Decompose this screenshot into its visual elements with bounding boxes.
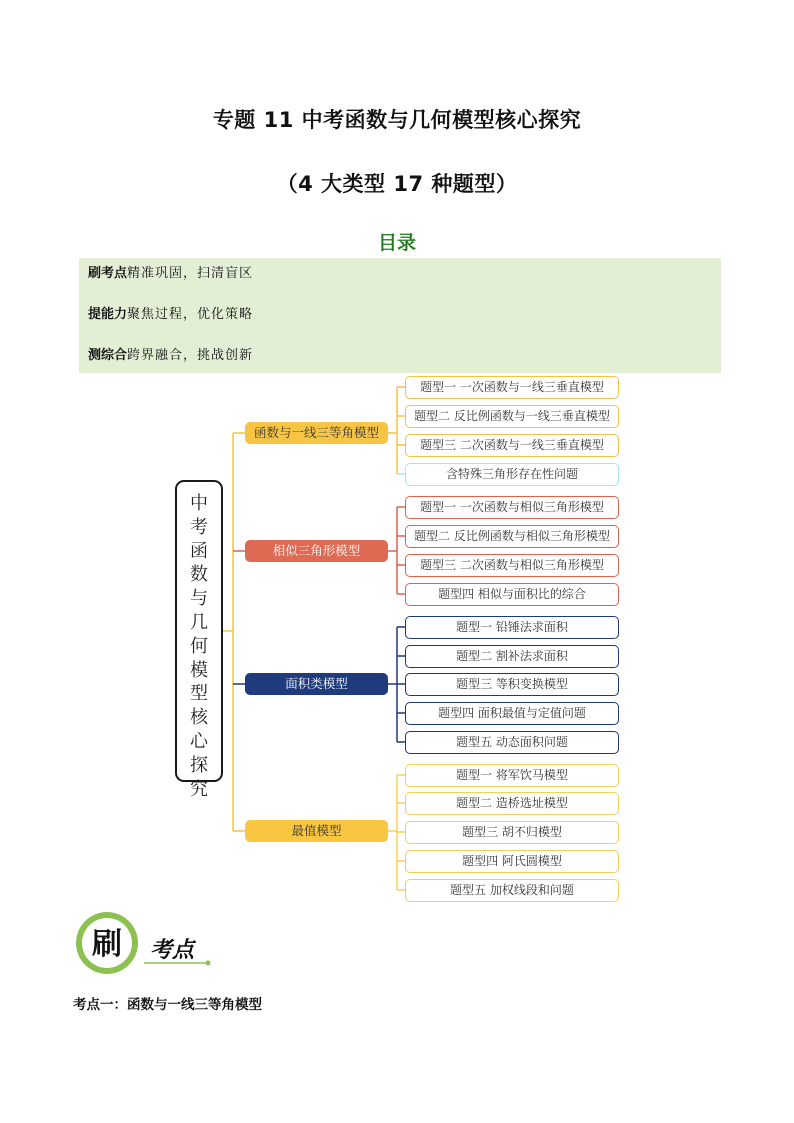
mindmap-root <box>175 480 223 800</box>
leaf-item: 题型三 胡不归模型 <box>405 821 619 844</box>
category-area: 面积类模型 <box>245 673 388 695</box>
badge-char: 刷 <box>92 927 122 962</box>
root-char: 考 <box>190 516 208 538</box>
leaf-item: 题型一 铅锤法求面积 <box>405 616 619 639</box>
leaf-item: 题型四 相似与面积比的综合 <box>405 583 619 606</box>
document-subtitle: （4 大类型 17 种题型） <box>276 172 518 196</box>
root-char: 探 <box>190 754 208 776</box>
toc-key: 测综合 <box>88 348 128 363</box>
leaf-item: 题型五 动态面积问题 <box>405 731 619 754</box>
category-extreme-value: 最值模型 <box>245 820 388 842</box>
toc-desc: 聚焦过程，优化策略 <box>127 307 254 322</box>
leaf-item: 题型二 造桥选址模型 <box>405 792 619 815</box>
leaf-item: 题型三 等积变换模型 <box>405 673 619 696</box>
category-function-yixian: 函数与一线三等角模型 <box>245 422 388 444</box>
leaf-item: 题型二 反比例函数与相似三角形模型 <box>405 525 619 548</box>
leaf-item: 题型三 二次函数与一线三垂直模型 <box>405 434 619 457</box>
root-char: 几 <box>190 611 208 633</box>
leaf-item: 题型五 加权线段和问题 <box>405 879 619 902</box>
leaf-item: 题型四 阿氏圆模型 <box>405 850 619 873</box>
root-char: 数 <box>190 564 208 586</box>
leaf-item: 题型一 一次函数与相似三角形模型 <box>405 496 619 519</box>
root-char: 模 <box>190 659 208 681</box>
leaf-item: 题型一 将军饮马模型 <box>405 764 619 787</box>
document-title: 专题 11 中考函数与几何模型核心探究 <box>212 108 582 132</box>
leaf-item: 题型二 割补法求面积 <box>405 645 619 668</box>
leaf-item: 含特殊三角形存在性问题 <box>405 463 619 486</box>
root-char: 心 <box>190 730 208 752</box>
root-char: 究 <box>190 778 208 800</box>
toc-desc: 精准巩固，扫清盲区 <box>127 266 254 281</box>
toc-heading: 目录 <box>377 232 416 254</box>
root-char: 与 <box>190 588 208 610</box>
root-char: 核 <box>190 707 208 729</box>
toc-desc: 跨界融合，挑战创新 <box>127 348 254 363</box>
leaf-item: 题型四 面积最值与定值问题 <box>405 702 619 725</box>
root-char: 函 <box>190 540 208 562</box>
leaf-item: 题型二 反比例函数与一线三垂直模型 <box>405 405 619 428</box>
leaf-item: 题型一 一次函数与一线三垂直模型 <box>405 376 619 399</box>
root-char: 型 <box>190 683 208 705</box>
toc-key: 提能力 <box>88 307 128 322</box>
section-badge <box>74 910 214 976</box>
root-char: 中 <box>190 493 208 514</box>
toc-key: 刷考点 <box>88 266 128 281</box>
category-similar-triangle: 相似三角形模型 <box>245 540 388 562</box>
section-heading: 考点一：函数与一线三等角模型 <box>73 997 262 1013</box>
mindmap-root-label <box>177 492 221 801</box>
badge-text: 考点 <box>150 937 195 963</box>
leaf-item: 题型三 二次函数与相似三角形模型 <box>405 554 619 577</box>
root-char: 何 <box>190 635 208 657</box>
